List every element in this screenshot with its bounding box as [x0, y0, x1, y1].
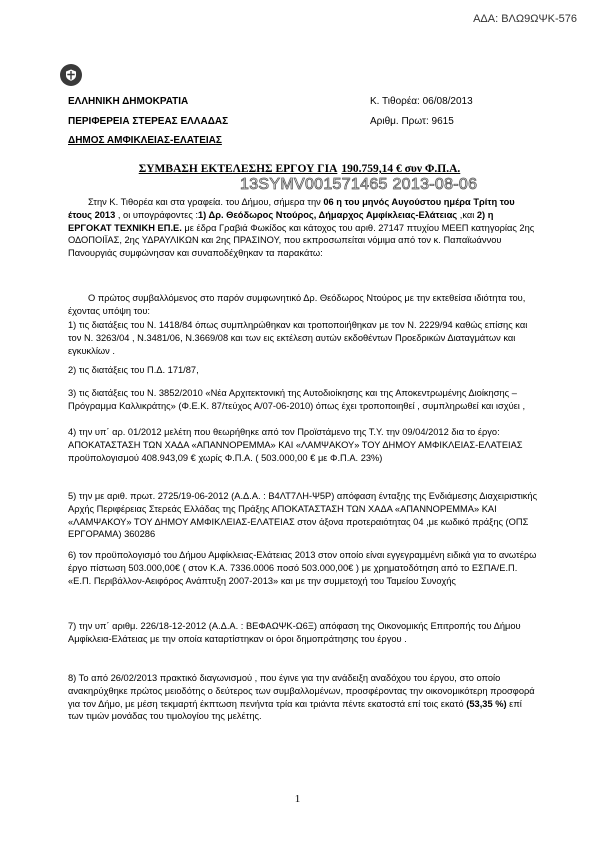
contract-title: [0, 163, 595, 175]
issuer-line: ΠΕΡΙΦΕΡΕΙΑ ΣΤΕΡΕΑΣ ΕΛΛΑΔΑΣ: [68, 115, 229, 127]
title-text: ΣΥΜΒΑΣΗ ΕΚΤΕΛΕΣΗΣ ΕΡΓΟΥ ΓΙΑ: [138, 163, 338, 175]
intro-date: 06 η του μηνός Αυγούστου ημέρα Τρίτη του έτους 2013: [68, 197, 515, 220]
registry-stamp: 13SYMV001571465 2013-08-06: [240, 176, 478, 193]
protocol-number: Αριθμ. Πρωτ: 9615: [370, 115, 454, 127]
list-item-2: 2) τις διατάξεις του Π.Δ. 171/87,: [68, 365, 199, 375]
list-item-3: 3) τις διατάξεις του Ν. 3852/2010 «Νέα Αρχιτεκτονική της Αυτοδιοίκησης και της Αποκεντρωμένης Διοίκησης – Πρόγραμμα Καλλικράτης» (Φ.Ε.Κ. 87/τεύχος Α/07-06-2010) όπως έχει τροποποιηθεί , συμπληρωθεί και ισχύει ,: [68, 388, 526, 411]
paragraph-first-party: Ο πρώτος συμβαλλόμενος στο παρόν συμφωνητικό Δρ. Θεόδωρος Ντούρος με την εκτεθείσα ιδιότητα του, έχοντας υπόψη του:: [68, 293, 526, 316]
party-two: 2) η ΕΡΓΟΚΑΤ ΤΕΧΝΙΚΗ ΕΠ.Ε.: [68, 209, 494, 233]
discount-percentage: (53,35 %): [466, 698, 507, 709]
list-item-8-tail: επί των τιμών μονάδας του τιμολογίου της μελέτης.: [68, 698, 522, 722]
greek-emblem-icon: [60, 64, 82, 86]
list-item-8-text: 8) Το από 26/02/2013 πρακτικό διαγωνισμού , που έγινε για την ανάδειξη αναδόχου του έργου, στο οποίο ανακηρύχθηκε πρώτος μειοδότης ο δεύτερος των συμβαλλομένων, προσφέροντας την οικονομικότερη προσφορά για τον Δήμο, με μέση τεκμαρτή έκπτωση πενήντα τρία και τριάντα πέντε εκατοστά επί τοις εκατό: [68, 673, 535, 709]
list-item-4: 4) την υπ΄ αρ. 01/2012 μελέτη που θεωρήθηκε από τον Προϊστάμενο της Τ.Υ. την 09/04/2012 δια το έργο: ΑΠΟΚΑΤΑΣΤΑΣΗ ΤΩΝ ΧΑΔΑ «ΑΠΑΝΝΟΡΕΜΜΑ» ΚΑΙ «ΛΑΜΨΑΚΟΥ» ΤΟΥ ΔΗΜΟΥ ΑΜΦΙΚΛΕΙΑΣ-ΕΛΑΤΕΙΑΣ προϋπολογισμού 408.943,09 € χωρίς Φ.Π.Α. ( 503.000,00 € με Φ.Π.Α. 23%): [68, 427, 523, 463]
issuer-block: [68, 92, 228, 151]
page-number: 1: [294, 793, 301, 805]
issuer-line: ΕΛΛΗΝΙΚΗ ΔΗΜΟΚΡΑΤΙΑ: [68, 96, 189, 107]
list-item-1: 1) τις διατάξεις του Ν. 1418/84 όπως συμπληρώθηκαν και τροποποιήθηκαν με τον Ν. 2229/94 καθώς επίσης και τον Ν. 3263/04 , Ν.3481/06, Ν.3669/08 και των εις εκτέλεση αυτών εκδοθέντων Προεδρικών Διαταγμάτων και εγκυκλίων .: [68, 320, 528, 356]
reference-block: [370, 92, 473, 131]
intro-text: ,και: [457, 209, 477, 220]
intro-text: με έδρα Γραβιά Φωκίδος και κάτοχος του αριθ. 27147 πτυχίου ΜΕΕΠ κατηγορίας 2ης ΟΔΟΠΟΙΪΑΣ, 2ης ΥΔΡΑΥΛΙΚΩΝ και 2ης ΠΡΑΣΙΝΟΥ, που εκπροσωπείται νόμιμα από τον κ. Παπαϊωάννου Πανουργιάς συμφώνησαν και συναποδέχθηκαν τα παρακάτω:: [68, 222, 535, 259]
issuer-line: ΔΗΜΟΣ ΑΜΦΙΚΛΕΙΑΣ-ΕΛΑΤΕΙΑΣ: [68, 135, 222, 146]
intro-text: , οι υπογράφοντες :: [115, 209, 199, 220]
intro-text: Στην Κ. Τιθορέα και στα γραφεία. του Δήμου, σήμερα την: [88, 197, 324, 207]
document-date: Κ. Τιθορέα: 06/08/2013: [370, 96, 473, 107]
list-item-8: [68, 672, 538, 723]
list-item-7: 7) την υπ΄ αριθμ. 226/18-12-2012 (Α.Δ.Α. : ΒΕΦΑΩΨΚ-Ω6Ξ) απόφαση της Οικονομικής Επιτροπής του Δήμου Αμφίκλεια-Ελάτειας με την οποία καταρτίστηκαν οι όροι δημοπράτησης του έργου .: [68, 621, 521, 644]
ada-code: ΑΔΑ: ΒΛΩ9ΩΨΚ-576: [473, 13, 577, 25]
intro-paragraph: [68, 196, 538, 260]
title-amount: 190.759,14 € συν Φ.Π.Α.: [341, 163, 461, 175]
list-item-6: 6) τον προϋπολογισμό του Δήμου Αμφίκλειας-Ελάτειας 2013 στον οποίο είναι εγγεγραμμένη ειδικά για το ανωτέρω έργο πίστωση 503.000,00€ ( στον Κ.Α. 7336.0006 ποσό 503.000,00€ ) με χρηματοδότηση από το ΕΣΠΑ/Ε.Π. «Ε.Π. Περιβάλλον-Αειφόρος Ανάπτυξη 2007-2013» και με την συμμετοχή του Ταμείου Συνοχής: [68, 550, 537, 586]
list-item-5: 5) την με αριθ. πρωτ. 2725/19-06-2012 (Α.Δ.Α. : Β4ΛΤ7ΛΗ-Ψ5Ρ) απόφαση ένταξης της Ενδιάμεσης Διαχειριστικής Αρχής Περιφέρειας Στερεάς Ελλάδας της Πράξης ΑΠΟΚΑΤΑΣΤΑΣΗ ΤΩΝ ΧΑΔΑ «ΑΠΑΝΝΟΡΕΜΜΑ» ΚΑΙ «ΛΑΜΨΑΚΟΥ» ΤΟΥ ΔΗΜΟΥ ΑΜΦΙΚΛΕΙΑΣ-ΕΛΑΤΕΙΑΣ στον άξονα προτεραιότητας 04 ,με κωδικό πράξης (ΟΠΣ ΕΡΓΟΡΑΜΑ) 360286: [68, 491, 538, 540]
party-one: 1) Δρ. Θεόδωρος Ντούρος, Δήμαρχος Αμφίκλειας-Ελάτειας: [198, 209, 458, 220]
